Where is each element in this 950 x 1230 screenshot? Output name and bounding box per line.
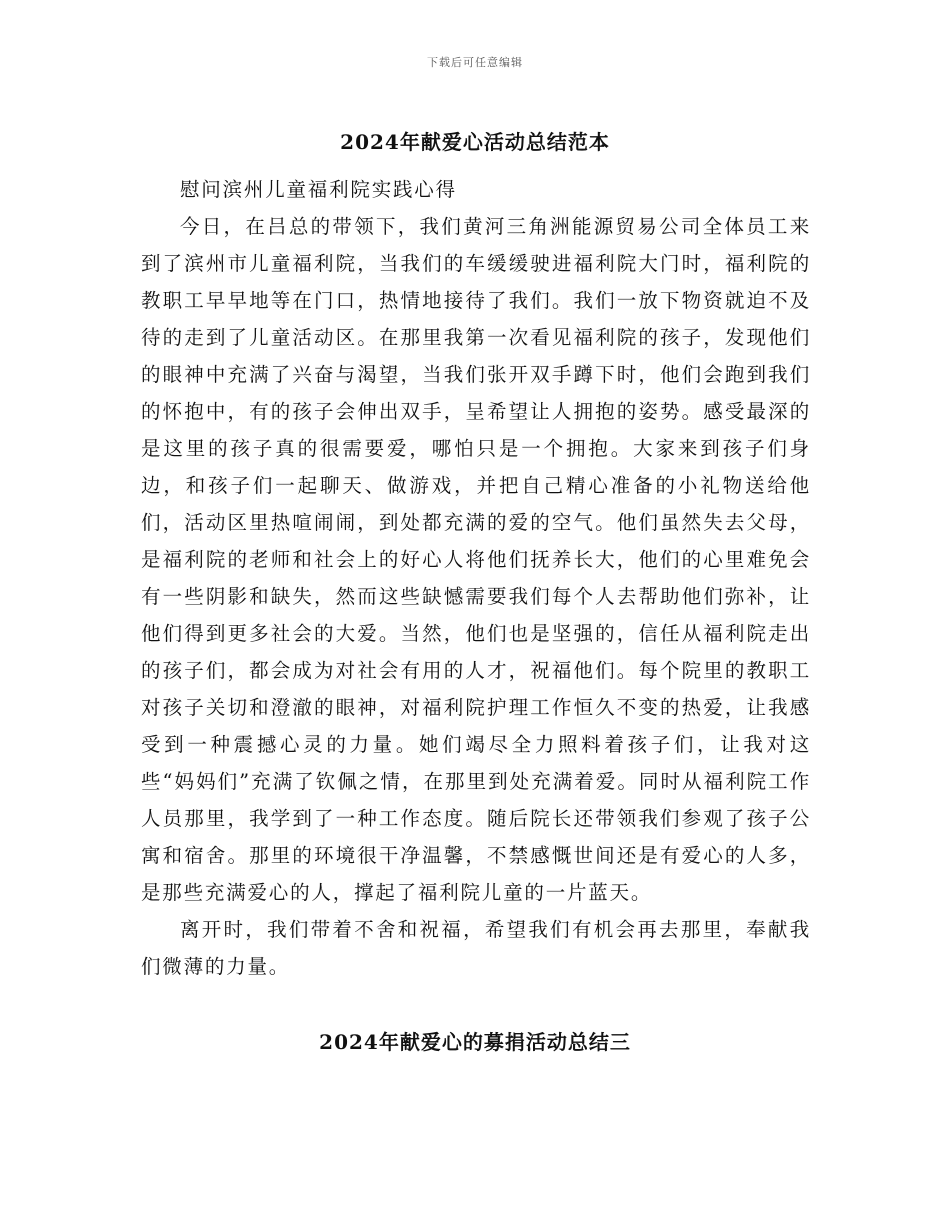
- header-note: 下载后可任意编辑: [427, 56, 523, 69]
- document-subtitle: 慰问滨州儿童福利院实践心得: [180, 178, 457, 201]
- document-body: [141, 171, 811, 985]
- section-title: 2024年献爱心的募捐活动总结三: [319, 1030, 631, 1054]
- body-paragraph: 今日，在吕总的带领下，我们黄河三角洲能源贸易公司全体员工来到了滨州市儿童福利院，当我们的车缓缓驶进福利院大门时，福利院的教职工早早地等在门口，热情地接待了我们。我们一放下物资就迫不及待的走到了儿童活动区。在那里我第一次看见福利院的孩子，发现他们的眼神中充满了兴奋与渴望，当我们张开双手蹲下时，他们会跑到我们的怀抱中，有的孩子会伸出双手，呈希望让人拥抱的姿势。感受最深的是这里的孩子真的很需要爱，哪怕只是一个拥抱。大家来到孩子们身边，和孩子们一起聊天、做游戏，并把自己精心准备的小礼物送给他们，活动区里热喧闹闹，到处都充满的爱的空气。他们虽然失去父母，是福利院的老师和社会上的好心人将他们抚养长大，他们的心里难免会有一些阴影和缺失，然而这些缺憾需要我们每个人去帮助他们弥补，让他们得到更多社会的大爱。当然，他们也是坚强的，信任从福利院走出的孩子们，都会成为对社会有用的人才，祝福他们。每个院里的教职工对孩子关切和澄澈的眼神，对福利院护理工作恒久不变的热爱，让我感受到一种震撼心灵的力量。她们竭尽全力照料着孩子们，让我对这些“妈妈们”充满了钦佩之情，在那里到处充满着爱。同时从福利院工作人员那里，我学到了一种工作态度。随后院长还带领我们参观了孩子公寓和宿舍。那里的环境很干净温馨，不禁感慨世间还是有爱心的人多，是那些充满爱心的人，撑起了福利院儿童的一片蓝天。: [141, 215, 811, 904]
- body-paragraph: 离开时，我们带着不舍和祝福，希望我们有机会再去那里，奉献我们微薄的力量。: [141, 918, 811, 978]
- document-title: 2024年献爱心活动总结范本: [340, 130, 610, 154]
